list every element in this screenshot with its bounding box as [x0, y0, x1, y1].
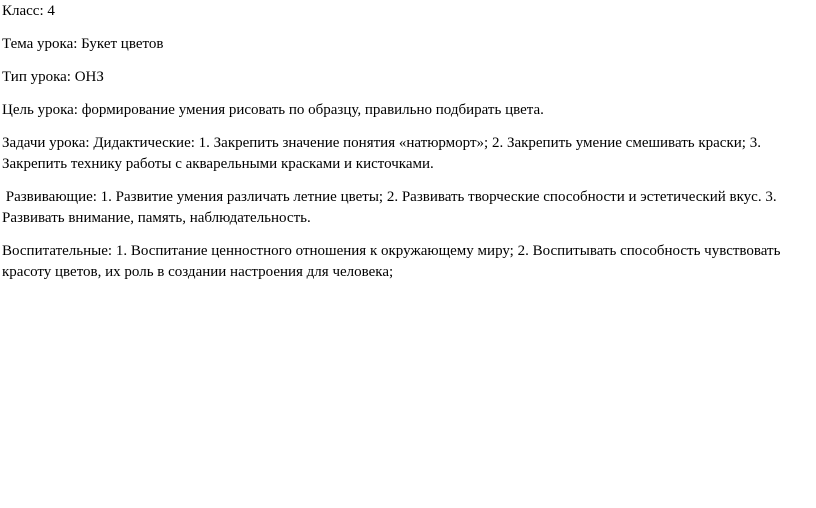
grade-line: Класс: 4 — [2, 3, 55, 19]
lesson-tasks-educational: Воспитательные: 1. Воспитание ценностного отношения к окружающему миру; 2. Воспитывать способность чувствовать красоту цветов, их роль в создании настроения для человека; — [2, 243, 781, 280]
lesson-type-line: Тип урока: ОНЗ — [2, 69, 104, 85]
document-page — [2, 0, 814, 295]
lesson-tasks-didactic: Задачи урока: Дидактические: 1. Закрепить значение понятия «натюрморт»; 2. Закрепить умение смешивать краски; 3. Закрепить технику работы с акварельными красками и кисточками. — [2, 135, 761, 172]
lesson-tasks-developing: Развивающие: 1. Развитие умения различать летние цветы; 2. Развивать творческие способности и эстетический вкус. 3. Развивать внимание, память, наблюдательность. — [2, 189, 781, 226]
lesson-topic-line: Тема урока: Букет цветов — [2, 36, 164, 52]
lesson-goal-line: Цель урока: формирование умения рисовать по образцу, правильно подбирать цвета. — [2, 102, 544, 118]
